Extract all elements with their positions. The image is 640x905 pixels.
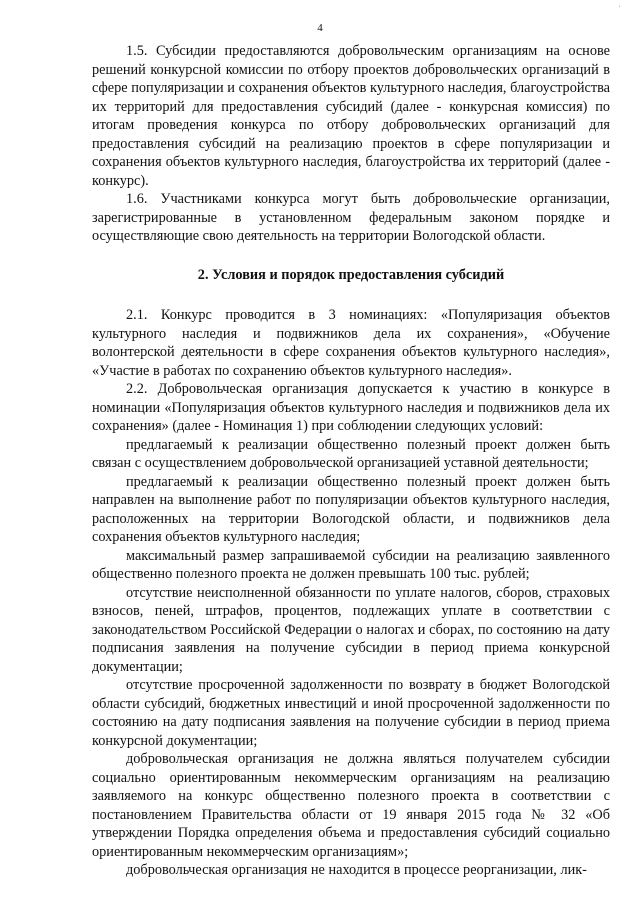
condition-item: добровольческая организация не находится в процессе реорганизации, лик- bbox=[126, 862, 587, 878]
paragraph-1-5: 1.5. Субсидии предоставляются добровольческим организациям на основе решений конкурсной комиссии по отбору проектов добровольческих организаций в сфере популяризации и сохранения объектов культурного наследия, благоустройства их территорий для предоставления субсидий (далее - конкурсная комиссия) по итогам проведения конкурса по отбору добровольческих организаций для предоставления субсидий на реализацию проектов в сфере популяризации и сохранения объектов культурного наследия, благоустройства их территорий (далее - конкурс). bbox=[92, 43, 610, 189]
condition-item: предлагаемый к реализации общественно полезный проект должен быть связан с осуществлением добровольческой организацией уставной деятельности; bbox=[92, 436, 610, 471]
condition-item: предлагаемый к реализации общественно полезный проект должен быть направлен на выполнение работ по популяризации объектов культурного наследия, расположенных на территории Вологодской области, и подвижников дела сохранения объектов культурного наследия; bbox=[92, 473, 610, 545]
page-number: 4 bbox=[317, 22, 323, 34]
condition-item: добровольческая организация не должна являться получателем субсидии социально ориентированным некоммерческим организациям на реализацию заявляемого на конкурс общественно полезного проекта в соответствии с постановлением Правительства области от 19 января 2015 года № 32 «Об утверждении Порядка определения объема и предоставления субсидий социально ориентированным некоммерческим организациям»; bbox=[92, 751, 610, 860]
section-2-heading: 2. Условия и порядок предоставления субсидий bbox=[197, 266, 505, 283]
paragraph-2-1: 2.1. Конкурс проводится в 3 номинациях: «Популяризация объектов культурного наследия и подвижников дела их сохранения», «Обучение волонтерской деятельности в сфере сохранения объектов культурного наследия», «Участие в работах по сохранению объектов культурного наследия». bbox=[92, 307, 610, 379]
condition-item: отсутствие неисполненной обязанности по уплате налогов, сборов, страховых взносов, пеней, штрафов, процентов, подлежащих уплате в соответствии с законодательством Российской Федерации о налогах и сборах, по состоянию на дату подписания заявления на получение субсидии в период приема конкурсной документации; bbox=[92, 584, 610, 675]
paragraph-1-6: 1.6. Участниками конкурса могут быть добровольческие организации, зарегистрированные в установленном федеральным законом порядке и осуществляющие свою деятельность на территории Вологодской области. bbox=[92, 191, 610, 244]
document-body bbox=[92, 42, 610, 880]
paragraph-2-2: 2.2. Добровольческая организация допускается к участию в конкурсе в номинации «Популяризация объектов культурного наследия и подвижников дела их сохранения» (далее - Номинация 1) при соблюдении следующих условий: bbox=[92, 381, 610, 434]
condition-item: отсутствие просроченной задолженности по возврату в бюджет Вологодской области субсидий, бюджетных инвестиций и иной просроченной задолженности по состоянию на дату подписания заявления на получение субсидии в период приема конкурсной документации; bbox=[92, 677, 610, 749]
condition-item: максимальный размер запрашиваемой субсидии на реализацию заявленного общественно полезного проекта не должен превышать 100 тыс. рублей; bbox=[92, 547, 610, 582]
scan-mark: ˈ bbox=[618, 4, 621, 14]
